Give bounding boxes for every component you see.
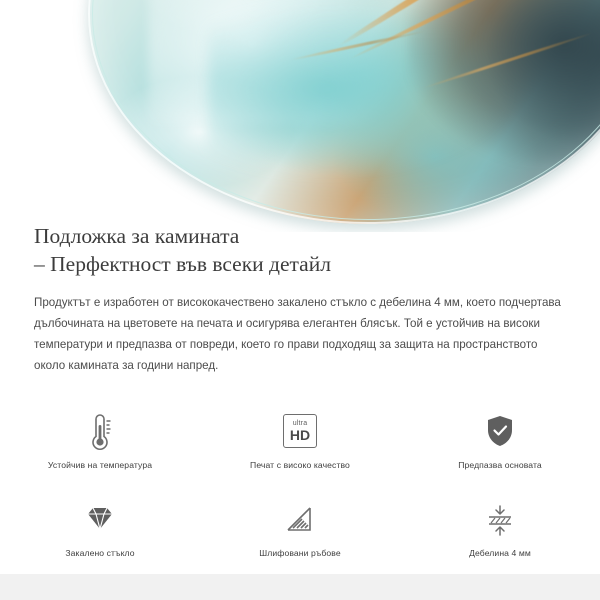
page-title-line2: – Перфектност във всеки детайл <box>34 252 331 276</box>
feature-label: Шлифовани ръбове <box>259 548 341 558</box>
shield-check-icon <box>400 408 600 454</box>
diamond-icon <box>0 496 200 542</box>
feature-label: Печат с високо качество <box>250 460 350 470</box>
feature-label: Закалено стъкло <box>65 548 135 558</box>
polished-edges-icon <box>200 496 400 542</box>
feature-item-print-quality <box>200 400 400 470</box>
hero-image <box>0 0 600 232</box>
feature-label: Предпазва основата <box>458 460 542 470</box>
feature-grid <box>0 400 600 558</box>
ultra-hd-badge-bottom: HD <box>289 427 311 443</box>
feature-item-surface-protection <box>400 400 600 470</box>
thickness-arrows-icon <box>400 496 600 542</box>
feature-row-1 <box>0 400 600 470</box>
feature-label: Дебелина 4 мм <box>469 548 531 558</box>
ultra-hd-icon <box>200 408 400 454</box>
feature-item-thickness <box>400 488 600 558</box>
page-title-line1: Подложка за камината <box>34 224 240 248</box>
thermometer-icon <box>0 408 200 454</box>
page-title <box>0 222 600 278</box>
description-text: Продуктът е изработен от висококачествено закалено стъкло с дебелина 4 мм, което подчертава дълбочината на цветовете на печата и осигурява елегантен блясък. Той е устойчив на високи температури и предпазва от повреди, което го прави подходящ за защита на пространството около камината за години напред. <box>34 296 561 372</box>
glass-board-graphic <box>88 0 600 224</box>
text-block <box>0 222 600 376</box>
feature-item-tempered-glass <box>0 488 200 558</box>
ultra-hd-badge-top: ultra <box>292 420 308 427</box>
feature-item-temperature <box>0 400 200 470</box>
feature-item-polished-edges <box>200 488 400 558</box>
description-block <box>0 278 600 376</box>
feature-label: Устойчив на температура <box>47 460 153 470</box>
feature-row-2 <box>0 488 600 558</box>
footer-bar <box>0 574 600 600</box>
